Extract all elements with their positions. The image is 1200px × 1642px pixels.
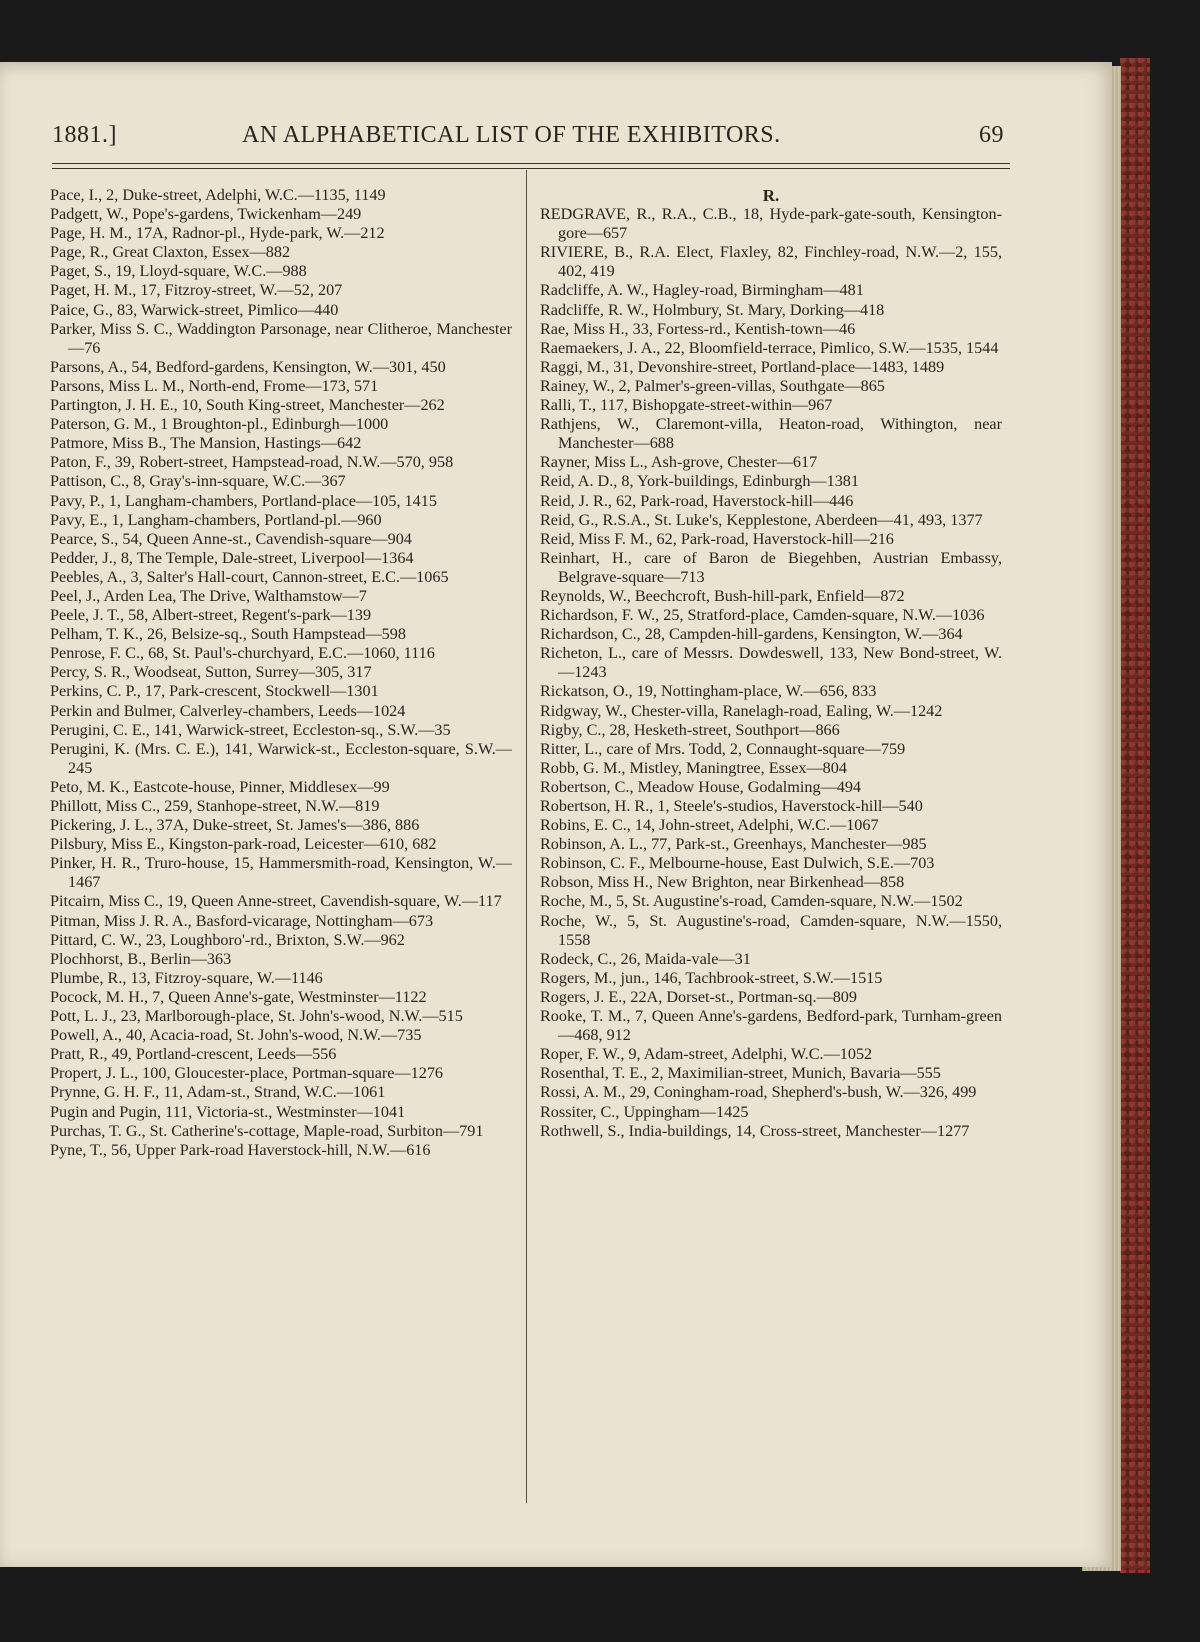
exhibitor-entry: Pattison, C., 8, Gray's-inn-square, W.C.—367 [50,472,346,491]
exhibitor-entry: Robinson, C. F., Melbourne-house, East Dulwich, S.E.—703 [540,854,935,873]
exhibitor-entry: Roper, F. W., 9, Adam-street, Adelphi, W.C.—1052 [540,1045,873,1064]
exhibitor-entry: Perkin and Bulmer, Calverley-chambers, Leeds—1024 [50,701,406,720]
exhibitor-entry: Radcliffe, A. W., Hagley-road, Birmingham—481 [540,281,864,300]
exhibitor-entry: Patmore, Miss B., The Mansion, Hastings—642 [50,434,362,453]
exhibitor-entry: Reid, G., R.S.A., St. Luke's, Kepplestone, Aberdeen—41, 493, 1377 [540,510,983,529]
exhibitor-entry: Padgett, W., Pope's-gardens, Twickenham—249 [50,205,362,224]
exhibitor-entry: Robertson, H. R., 1, Steele's-studios, Haverstock-hill—540 [540,797,923,815]
exhibitor-entry: Powell, A., 40, Acacia-road, St. John's-wood, N.W.—735 [50,1026,422,1045]
header-rule-bottom [52,168,1010,169]
exhibitor-entry: Rogers, J. E., 22A, Dorset-st., Portman-sq.—809 [540,987,857,1006]
exhibitor-entry: Prynne, G. H. F., 11, Adam-st., Strand, W.C.—1061 [50,1083,386,1102]
exhibitor-entry: Page, R., Great Claxton, Essex—882 [50,243,291,262]
exhibitor-entry: Pinker, H. R., Truro-house, 15, Hammersmith-road, Kensington, W.—1467 [50,854,512,892]
exhibitor-entry: Plumbe, R., 13, Fitzroy-square, W.—1146 [50,968,323,987]
exhibitor-entry: Penrose, F. C., 68, St. Paul's-churchyard, E.C.—1060, 1116 [50,644,435,663]
exhibitor-entry: Propert, J. L., 100, Gloucester-place, Portman-square—1276 [50,1064,444,1083]
exhibitor-entry: Robinson, A. L., 77, Park-st., Greenhays, Manchester—985 [540,835,927,854]
exhibitor-entry: Raemaekers, J. A., 22, Bloomfield-terrace, Pimlico, S.W.—1535, 1544 [540,338,999,357]
exhibitor-entry: Rosenthal, T. E., 2, Maximilian-street, Munich, Bavaria—555 [540,1064,941,1083]
exhibitor-entry: Radcliffe, R. W., Holmbury, St. Mary, Dorking—418 [540,300,885,319]
exhibitor-entry: Phillott, Miss C., 259, Stanhope-street, N.W.—819 [50,797,380,815]
exhibitor-entry: Perugini, K. (Mrs. C. E.), 141, Warwick-st., Eccleston-square, S.W.—245 [50,739,512,777]
exhibitor-entry: Paice, G., 83, Warwick-street, Pimlico—440 [50,300,339,319]
exhibitor-entry: Peto, M. K., Eastcote-house, Pinner, Middlesex—99 [50,777,390,796]
exhibitor-entry: Peele, J. T., 58, Albert-street, Regent's-park—139 [50,606,372,625]
header-year: 1881.] [52,122,117,148]
exhibitor-entry: Rothwell, S., India-buildings, 14, Cross-street, Manchester—1277 [540,1121,970,1140]
exhibitor-entry: Pavy, E., 1, Langham-chambers, Portland-pl.—960 [50,510,382,529]
exhibitor-entry: Rainey, W., 2, Palmer's-green-villas, Southgate—865 [540,376,885,395]
exhibitor-entry: Pott, L. J., 23, Marlborough-place, St. John's-wood, N.W.—515 [50,1007,463,1026]
exhibitor-entry: Pittard, C. W., 23, Loughboro'-rd., Brixton, S.W.—962 [50,930,405,949]
exhibitor-entry: Rayner, Miss L., Ash-grove, Chester—617 [540,453,818,472]
exhibitor-entry: Paget, S., 19, Lloyd-square, W.C.—988 [50,262,307,281]
exhibitor-entry: Paton, F., 39, Robert-street, Hampstead-road, N.W.—570, 958 [50,453,454,472]
exhibitor-entry: Rigby, C., 28, Hesketh-street, Southport—866 [540,720,840,739]
exhibitor-entry: RIVIERE, B., R.A. Elect, Flaxley, 82, Finchley-road, N.W.—2, 155, 402, 419 [540,243,1002,281]
exhibitor-entry: Rossi, A. M., 29, Coningham-road, Shepherd's-bush, W.—326, 499 [540,1083,977,1102]
exhibitor-entry: Pugin and Pugin, 111, Victoria-st., Westminster—1041 [50,1102,406,1121]
header-rule-top [52,163,1010,164]
page-number: 69 [979,122,1004,148]
exhibitor-entry: Pilsbury, Miss E., Kingston-park-road, Leicester—610, 682 [50,835,437,854]
exhibitor-entry: Perkins, C. P., 17, Park-crescent, Stockwell—1301 [50,682,379,701]
exhibitor-entry: Pyne, T., 56, Upper Park-road Haverstock-hill, N.W.—616 [50,1140,431,1159]
header-title: AN ALPHABETICAL LIST OF THE EXHIBITORS. [242,122,781,148]
exhibitor-entry: Robson, Miss H., New Brighton, near Birkenhead—858 [540,873,905,892]
exhibitor-entry: Pedder, J., 8, The Temple, Dale-street, Liverpool—1364 [50,548,414,567]
exhibitor-entry: Ralli, T., 117, Bishopgate-street-within—967 [540,396,833,415]
left-column [50,186,512,1160]
exhibitor-entry: Reid, Miss F. M., 62, Park-road, Haverstock-hill—216 [540,529,894,548]
exhibitor-entry: Rodeck, C., 26, Maida-vale—31 [540,949,751,968]
exhibitor-entry: Parker, Miss S. C., Waddington Parsonage, near Clitheroe, Manchester—76 [50,319,512,357]
section-letter: R. [762,186,780,205]
exhibitor-entry: Reid, A. D., 8, York-buildings, Edinburgh—1381 [540,472,859,491]
exhibitor-entry: Robins, E. C., 14, John-street, Adelphi, W.C.—1067 [540,816,879,835]
exhibitor-entry: Purchas, T. G., St. Catherine's-cottage, Maple-road, Surbiton—791 [50,1121,484,1140]
right-column [540,186,1002,1141]
exhibitor-entry: Page, H. M., 17A, Radnor-pl., Hyde-park, W.—212 [50,224,385,243]
exhibitor-entry: REDGRAVE, R., R.A., C.B., 18, Hyde-park-gate-south, Kensington-gore—657 [540,205,1002,243]
exhibitor-entry: Pitcairn, Miss C., 19, Queen Anne-street, Cavendish-square, W.—117 [50,892,502,911]
exhibitor-entry: Peebles, A., 3, Salter's Hall-court, Cannon-street, E.C.—1065 [50,567,449,586]
exhibitor-entry: Paterson, G. M., 1 Broughton-pl., Edinburgh—1000 [50,415,389,434]
exhibitor-entry: Rooke, T. M., 7, Queen Anne's-gardens, Bedford-park, Turnham-green—468, 912 [540,1007,1002,1045]
exhibitor-entry: Pavy, P., 1, Langham-chambers, Portland-place—105, 1415 [50,491,437,510]
exhibitor-entry: Ritter, L., care of Mrs. Todd, 2, Connaught-square—759 [540,739,906,758]
exhibitor-entry: Pelham, T. K., 26, Belsize-sq., South Hampstead—598 [50,625,406,644]
exhibitor-entry: Rathjens, W., Claremont-villa, Heaton-road, Withington, near Manchester—688 [540,415,1002,453]
exhibitor-entry: Paget, H. M., 17, Fitzroy-street, W.—52, 207 [50,281,343,300]
exhibitor-entry: Richardson, F. W., 25, Stratford-place, Camden-square, N.W.—1036 [540,606,985,625]
exhibitor-entry: Pearce, S., 54, Queen Anne-st., Cavendish-square—904 [50,529,412,548]
running-header [52,118,1010,158]
exhibitor-entry: Pace, I., 2, Duke-street, Adelphi, W.C.—1135, 1149 [50,186,386,204]
column-divider [526,170,527,1503]
exhibitor-entry: Ridgway, W., Chester-villa, Ranelagh-road, Ealing, W.—1242 [540,701,943,720]
book-cover-edge [1120,58,1150,1573]
exhibitor-entry: Perugini, C. E., 141, Warwick-street, Eccleston-sq., S.W.—35 [50,720,451,739]
exhibitor-entry: Richardson, C., 28, Campden-hill-gardens, Kensington, W.—364 [540,625,963,644]
exhibitor-entry: Pickering, J. L., 37A, Duke-street, St. James's—386, 886 [50,816,420,835]
exhibitor-entry: Robertson, C., Meadow House, Godalming—494 [540,777,862,796]
exhibitor-entry: Pitman, Miss J. R. A., Basford-vicarage, Nottingham—673 [50,911,434,930]
exhibitor-entry: Roche, M., 5, St. Augustine's-road, Camden-square, N.W.—1502 [540,892,963,911]
exhibitor-entry: Rossiter, C., Uppingham—1425 [540,1102,749,1121]
exhibitor-entry: Parsons, A., 54, Bedford-gardens, Kensington, W.—301, 450 [50,357,446,376]
exhibitor-entry: Parsons, Miss L. M., North-end, Frome—173, 571 [50,376,379,395]
exhibitor-entry: Rae, Miss H., 33, Fortess-rd., Kentish-town—46 [540,319,856,338]
exhibitor-entry: Reinhart, H., care of Baron de Biegehben, Austrian Embassy, Belgrave-square—713 [540,548,1002,586]
exhibitor-entry: Percy, S. R., Woodseat, Sutton, Surrey—305, 317 [50,663,372,682]
exhibitor-entry: Pocock, M. H., 7, Queen Anne's-gate, Westminster—1122 [50,987,427,1006]
exhibitor-entry: Reynolds, W., Beechcroft, Bush-hill-park, Enfield—872 [540,586,905,605]
exhibitor-entry: Rickatson, O., 19, Nottingham-place, W.—656, 833 [540,682,877,701]
exhibitor-entry: Reid, J. R., 62, Park-road, Haverstock-hill—446 [540,491,854,510]
exhibitor-entry: Partington, J. H. E., 10, South King-street, Manchester—262 [50,396,445,415]
exhibitor-entry: Plochhorst, B., Berlin—363 [50,949,232,968]
exhibitor-entry: Raggi, M., 31, Devonshire-street, Portland-place—1483, 1489 [540,357,945,376]
exhibitor-entry: Rogers, M., jun., 146, Tachbrook-street, S.W.—1515 [540,968,883,987]
exhibitor-entry: Roche, W., 5, St. Augustine's-road, Camden-square, N.W.—1550, 1558 [540,911,1002,949]
exhibitor-entry: Richeton, L., care of Messrs. Dowdeswell, 133, New Bond-street, W.—1243 [540,644,1002,682]
exhibitor-entry: Peel, J., Arden Lea, The Drive, Walthamstow—7 [50,586,367,605]
exhibitor-entry: Robb, G. M., Mistley, Maningtree, Essex—804 [540,758,847,777]
exhibitor-entry: Pratt, R., 49, Portland-crescent, Leeds—556 [50,1045,337,1064]
